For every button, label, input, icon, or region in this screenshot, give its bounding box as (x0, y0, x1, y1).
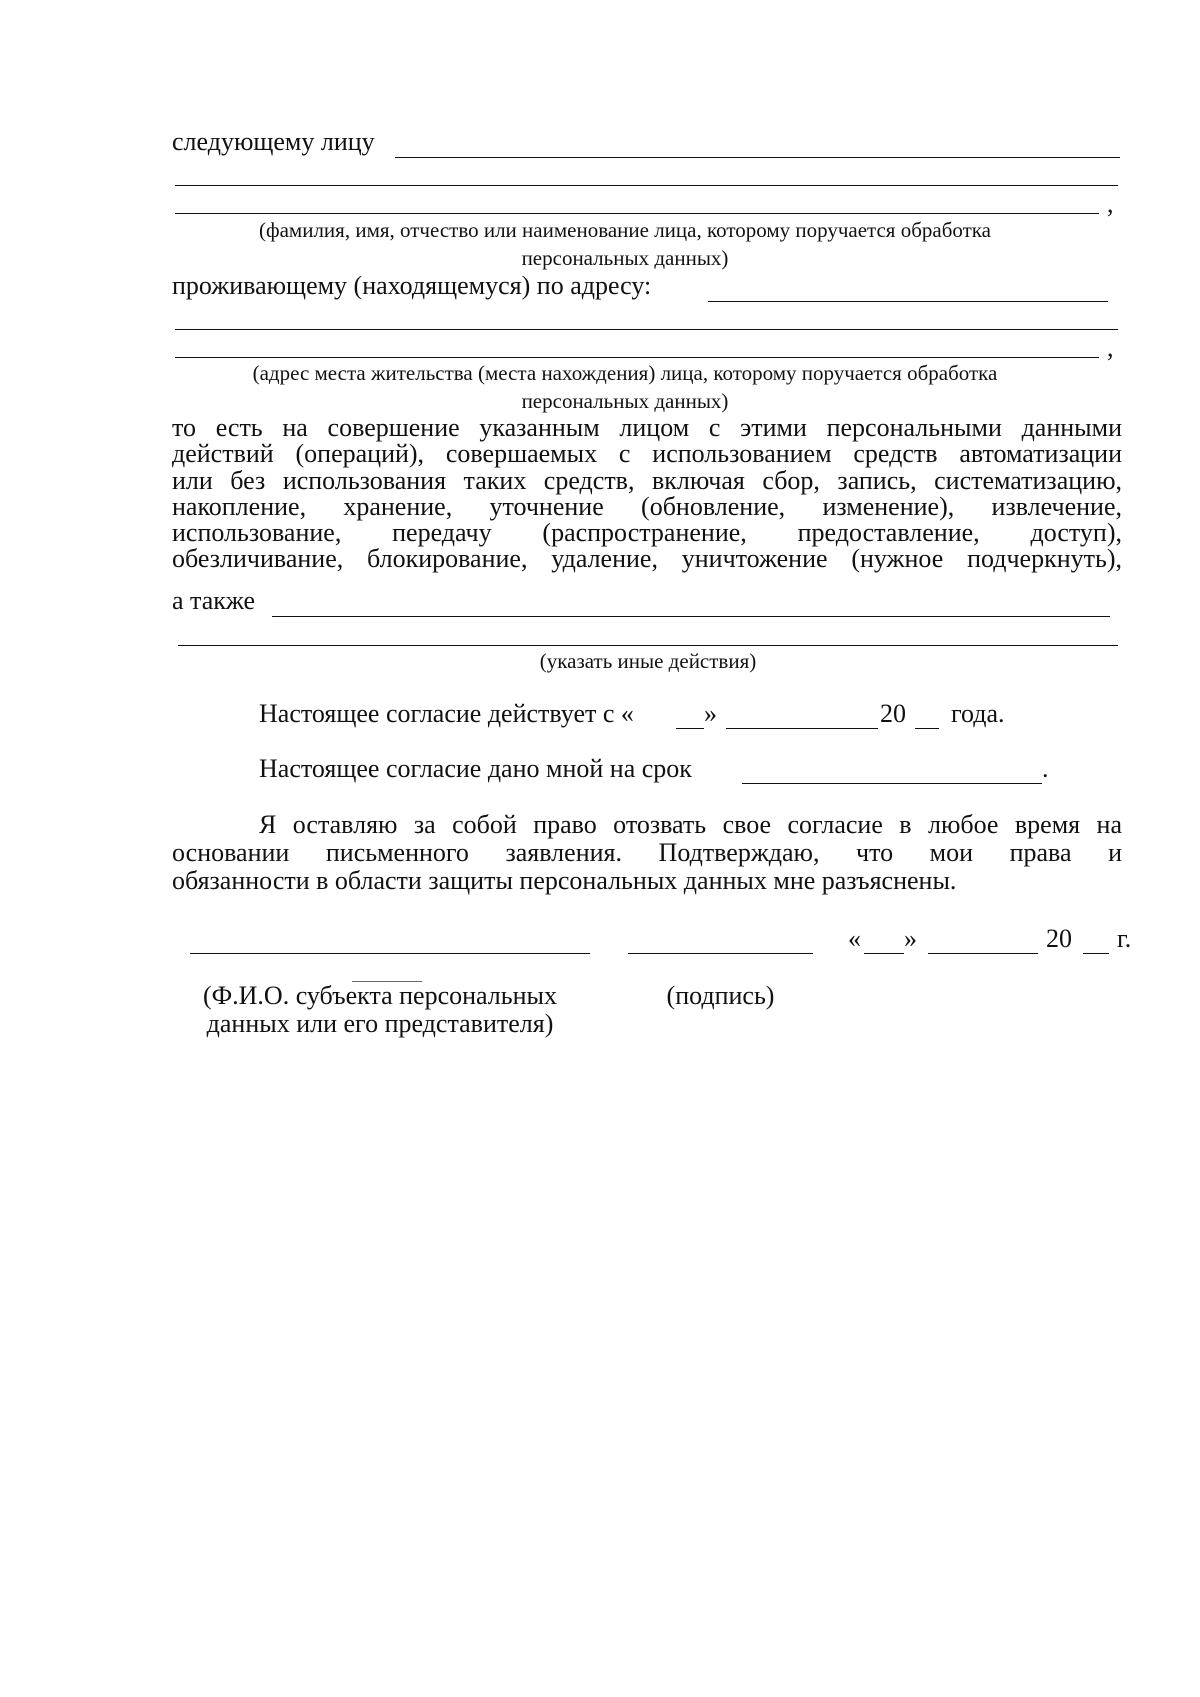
start-day-field[interactable] (676, 728, 704, 729)
validity-start-close: » (704, 699, 717, 728)
revocation-paragraph (172, 811, 1122, 895)
revocation-line: основании письменного заявления. Подтверждаю, что мои права и (172, 838, 1122, 867)
validity-start-prefix: Настоящее согласие действует с « (259, 699, 634, 728)
validity-year-suffix: года. (951, 699, 1005, 728)
fio-field[interactable] (190, 953, 590, 954)
sign-month-field[interactable] (928, 953, 1038, 954)
person-label: следующему лицу (172, 127, 375, 156)
sign-year-field[interactable] (1083, 953, 1109, 954)
validity-term-text: Настоящее согласие дано мной на срок (259, 754, 692, 783)
sign-year-prefix: 20 (1046, 924, 1072, 953)
actions-line: использование, передачу (распространение, предоставление, доступ), (172, 518, 1122, 548)
other-actions-caption: (указать иные действия) (539, 649, 757, 673)
address-label: проживающему (находящемуся) по адресу: (172, 271, 652, 300)
person-caption-line-1: (фамилия, имя, отчество или наименование лица, которому поручается обработка (259, 218, 991, 242)
person-caption-line-2: персональных данных) (521, 246, 729, 270)
validity-year-prefix: 20 (880, 699, 906, 728)
address-field-line-2[interactable] (175, 329, 1118, 330)
address-caption-line-1: (адрес места жительства (места нахождения) лица, которому поручается обработка (252, 361, 998, 385)
validity-term-end: . (1042, 754, 1049, 783)
signature-field[interactable] (628, 953, 813, 954)
address-field[interactable] (708, 301, 1108, 302)
actions-line: действий (операций), совершаемых с использованием средств автоматизации (172, 439, 1122, 469)
address-comma: , (1107, 333, 1114, 362)
start-month-field[interactable] (726, 728, 878, 729)
fio-caption-line-2: данных или его представителя) (206, 1009, 554, 1038)
person-name-field-line-3[interactable] (175, 213, 1099, 214)
actions-paragraph (172, 415, 1122, 573)
sign-day-field[interactable] (864, 953, 904, 954)
person-name-field[interactable] (395, 157, 1120, 158)
actions-line: накопление, хранение, уточнение (обновление, изменение), извлечение, (172, 491, 1122, 521)
other-actions-field-line-2[interactable] (178, 645, 1118, 646)
other-actions-field[interactable] (272, 616, 1110, 617)
start-year-field[interactable] (915, 728, 939, 729)
also-label: а также (172, 586, 256, 615)
revocation-line: Я оставляю за собой право отозвать свое согласие в любое время на (259, 810, 1122, 839)
address-field-line-3[interactable] (175, 357, 1099, 358)
sign-date-close: » (904, 924, 917, 953)
sign-date-open: « (848, 924, 861, 953)
term-field[interactable] (742, 783, 1042, 784)
fio-caption-line-1: (Ф.И.О. субъекта персональных (202, 981, 558, 1010)
actions-line: обезличивание, блокирование, удаление, уничтожение (нужное подчеркнуть), (172, 544, 1122, 574)
revocation-line: обязанности в области защиты персональных данных мне разъяснены. (172, 866, 957, 895)
sign-year-suffix: г. (1117, 924, 1132, 953)
person-comma: , (1107, 189, 1114, 218)
actions-line: то есть на совершение указанным лицом с этими персональными данными (172, 413, 1122, 442)
person-name-field-line-2[interactable] (175, 185, 1118, 186)
address-caption-line-2: персональных данных) (521, 389, 729, 413)
signature-caption: (подпись) (666, 981, 775, 1010)
actions-line: или без использования таких средств, включая сбор, запись, систематизацию, (172, 465, 1122, 495)
